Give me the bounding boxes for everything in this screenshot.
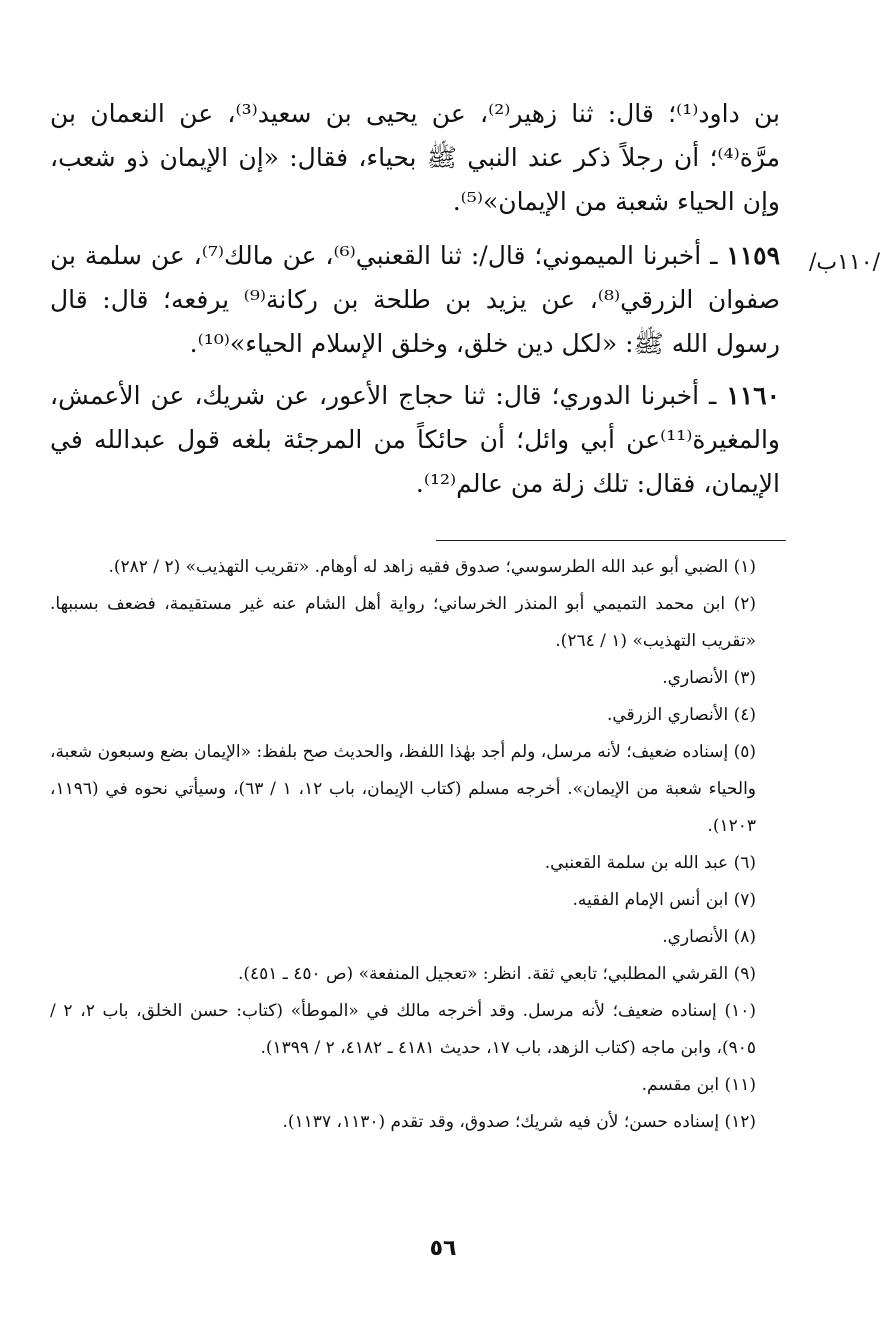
hadith-number: ١١٦٠ [726,381,780,410]
paragraph-text: ـ أخبرنا الدوري؛ قال: ثنا حجاج الأعور، عن شريك، عن الأعمش، والمغيرة⁽¹¹⁾عن أبي وائل؛ أن حائكاً من المرجئة بلغه قول عبدالله في الإيمان، فقال: تلك زلة من عالم⁽¹²⁾. [50,381,780,498]
hadith-1160 [50,374,780,506]
footnote: (٥) إسناده ضعيف؛ لأنه مرسل، ولم أجد بهٰذا اللفظ، والحديث صح بلفظ: «الإيمان بضع وسبعون شعبة، والحياء شعبة من الإيمان». أخرجه مسلم (كتاب الإيمان، باب ١٢، ١ / ٦٣)، وسيأتي نحوه في (١١٩٦، ١٢٠٣). [50,742,756,836]
manuscript-folio-note: /١١٠ب/ [809,250,880,275]
footnote: (١١) ابن مقسم. [641,1075,756,1095]
footnote: (٧) ابن أنس الإمام الفقيه. [572,890,756,910]
main-text [50,92,780,514]
hadith-number: ١١٥٩ [726,241,780,270]
footnote: (٢) ابن محمد التميمي أبو المنذر الخرساني؛ رواية أهل الشام عنه غير مستقيمة، فضعف بسببها. «تقريب التهذيب» (١ / ٢٦٤). [50,594,756,651]
footnote: (٤) الأنصاري الزرقي. [606,705,756,725]
footnote: (٣) الأنصاري. [662,668,756,688]
hadith-1159 [50,234,780,366]
footnote: (٨) الأنصاري. [662,927,756,947]
footnote: (٩) القرشي المطلبي؛ تابعي ثقة. انظر: «تعجيل المنفعة» (ص ٤٥٠ ـ ٤٥١). [237,964,756,984]
footnotes [50,549,782,1141]
paragraph-text: ـ أخبرنا الميموني؛ قال/: ثنا القعنبي⁽⁶⁾، عن مالك⁽⁷⁾، عن سلمة بن صفوان الزرقي⁽⁸⁾، عن يزيد بن طلحة بن ركانة⁽⁹⁾ يرفعه؛ قال: قال رسول الله ﷺ: «لكل دين خلق، وخلق الإسلام الحياء»⁽¹⁰⁾. [50,241,780,358]
footnote-divider [436,540,786,541]
paragraph-continuation [50,92,780,224]
footnote: (١٢) إسناده حسن؛ لأن فيه شريك؛ صدوق، وقد تقدم (١١٣٠، ١١٣٧). [282,1112,756,1132]
footnote: (١٠) إسناده ضعيف؛ لأنه مرسل. وقد أخرجه مالك في «الموطأ» (كتاب: حسن الخلق، باب ٢، ٢ / ٩٠٥)، وابن ماجه (كتاب الزهد، باب ١٧، حديث ٤١٨١ ـ ٤١٨٢، ٢ / ١٣٩٩). [50,1001,756,1058]
footnote: (١) الضبي أبو عبد الله الطرسوسي؛ صدوق فقيه زاهد له أوهام. «تقريب التهذيب» (٢ / ٢٨٢). [108,557,756,577]
paragraph-text: بن داود⁽¹⁾؛ قال: ثنا زهير⁽²⁾، عن يحيى بن سعيد⁽³⁾، عن النعمان بن مرَّة⁽⁴⁾؛ أن رجلاً ذكر عند النبي ﷺ بحياء، فقال: «إن الإيمان ذو شعب، وإن الحياء شعبة من الإيمان»⁽⁵⁾. [50,99,780,216]
page-number: ٥٦ [429,1236,457,1261]
footnote: (٦) عبد الله بن سلمة القعنبي. [544,853,756,873]
